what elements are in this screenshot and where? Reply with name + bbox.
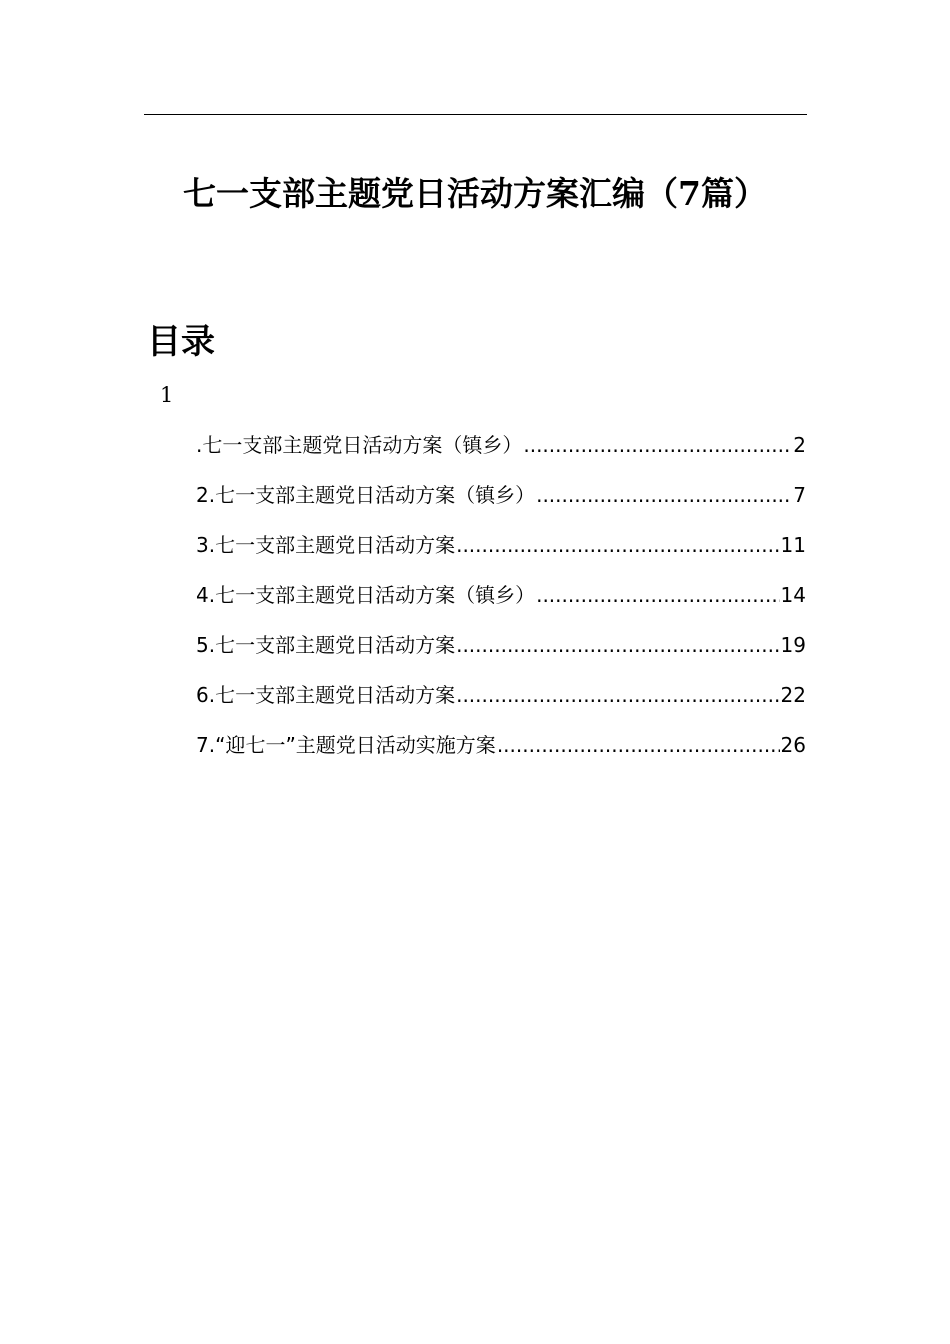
toc-entry[interactable] [196, 675, 806, 725]
toc-dot-leader [456, 525, 779, 565]
toc-dot-leader [536, 575, 779, 615]
toc-page-number: 22 [780, 683, 806, 707]
toc-level-marker: 1 [160, 383, 174, 407]
toc-page-number: 19 [780, 633, 806, 657]
toc-entry-title: 2.七一支部主题党日活动方案（镇乡） [196, 483, 536, 507]
toc-entry-title: 7.“迎七一”主题党日活动实施方案 [196, 733, 496, 757]
toc-dot-leader [536, 475, 792, 515]
toc-dot-leader [497, 725, 780, 765]
toc-page-number: 11 [780, 533, 806, 557]
toc-entry[interactable] [196, 425, 806, 475]
toc-page-number: 2 [793, 433, 806, 457]
toc-page-number: 26 [780, 733, 806, 757]
toc-heading: 目录 [147, 322, 215, 362]
toc-page-number: 7 [793, 483, 806, 507]
toc-entry-title: 4.七一支部主题党日活动方案（镇乡） [196, 583, 536, 607]
toc-entry-title: 5.七一支部主题党日活动方案 [196, 633, 456, 657]
toc-entry[interactable] [196, 575, 806, 625]
toc-entry-title: 6.七一支部主题党日活动方案 [196, 683, 456, 707]
toc-entry-title: .七一支部主题党日活动方案（镇乡） [196, 433, 523, 457]
toc-entry[interactable] [196, 525, 806, 575]
toc-entry[interactable] [196, 725, 806, 775]
toc-dot-leader [523, 425, 792, 465]
toc-entry[interactable] [196, 475, 806, 525]
toc-entry-title: 3.七一支部主题党日活动方案 [196, 533, 456, 557]
toc-dot-leader [456, 625, 779, 665]
toc-page-number: 14 [780, 583, 806, 607]
table-of-contents [196, 425, 806, 775]
toc-entry[interactable] [196, 625, 806, 675]
toc-dot-leader [456, 675, 779, 715]
header-rule [144, 114, 807, 115]
document-title: 七一支部主题党日活动方案汇编（7篇） [183, 174, 767, 213]
